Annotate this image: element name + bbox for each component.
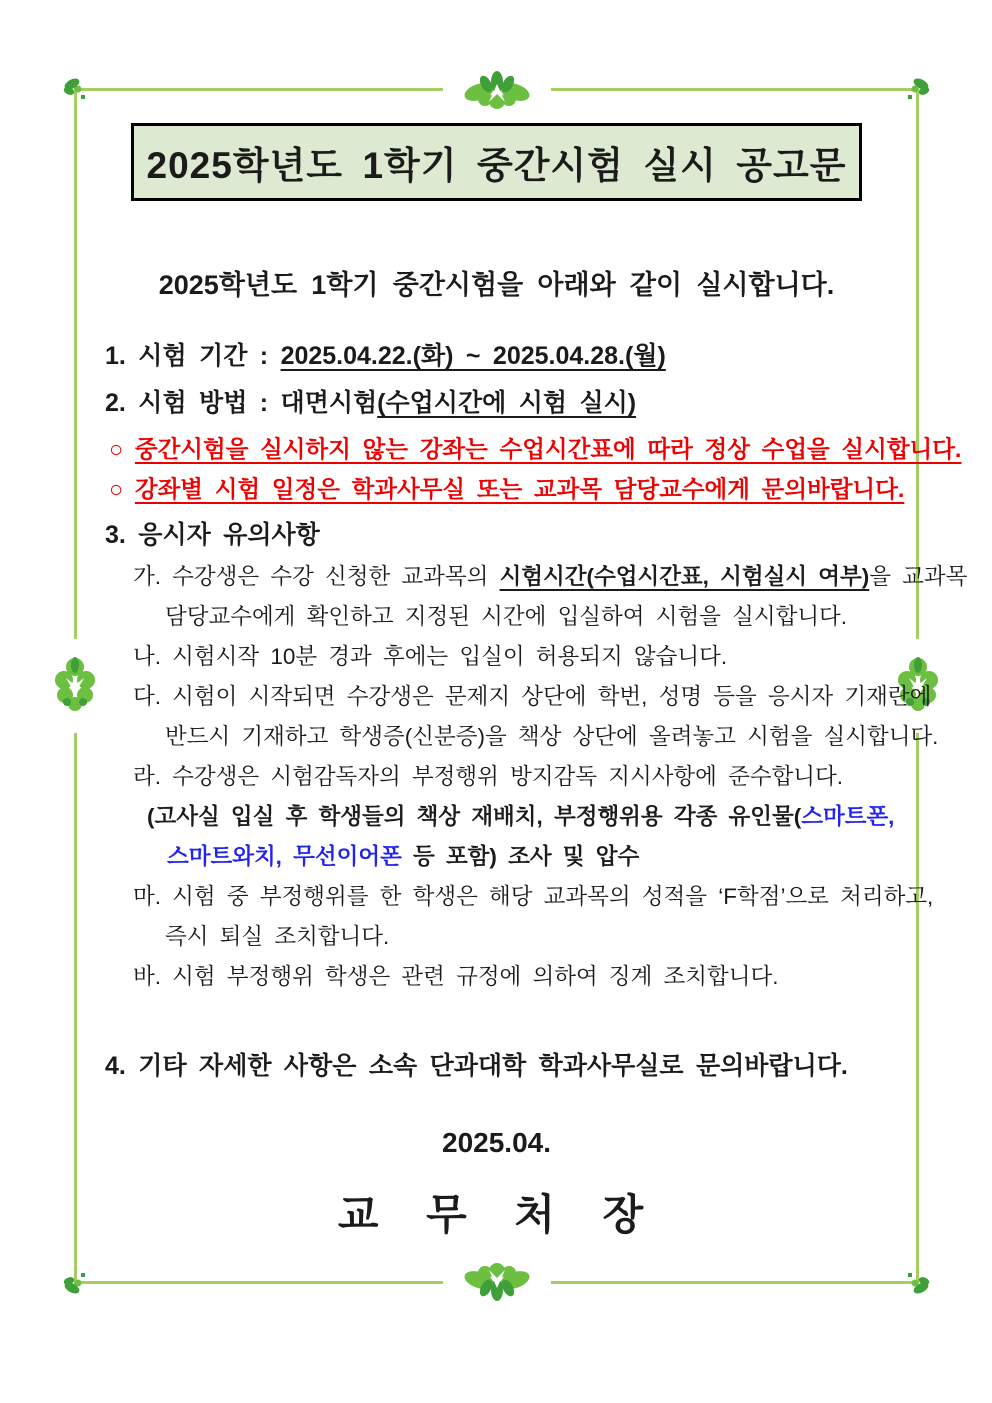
text-segment: 가. 수강생은 수강 신청한 교과목의 bbox=[133, 564, 500, 589]
text-segment: 반드시 기재하고 학생증(신분증)을 책상 상단에 올려놓고 시험을 실시합니다. bbox=[165, 724, 939, 749]
notice-line bbox=[103, 841, 890, 872]
text-segment: 다. 시험이 시작되면 수강생은 문제지 상단에 학번, 성명 등을 응시자 기재란에 bbox=[133, 684, 932, 709]
notice-line bbox=[103, 474, 905, 505]
notice-line bbox=[103, 601, 890, 632]
text-segment: 중간시험을 실시하지 않는 강좌는 수업시간표에 따라 정상 수업을 실시합니다. bbox=[134, 436, 962, 462]
intro-sentence: 2025학년도 1학기 중간시험을 아래와 같이 실시합니다. bbox=[158, 270, 835, 300]
title-box bbox=[131, 123, 862, 201]
text-segment: 2. 시험 방법 : 대면시험 bbox=[105, 389, 378, 417]
text-segment: 나. 시험시작 10분 경과 후에는 입실이 허용되지 않습니다. bbox=[133, 644, 728, 669]
notice-line bbox=[103, 801, 895, 832]
notice-line bbox=[103, 340, 890, 373]
notice-line bbox=[103, 881, 934, 912]
text-segment: ○ bbox=[109, 436, 135, 462]
text-segment: (수업시간에 시험 실시) bbox=[377, 389, 637, 417]
text-segment: 3. 응시자 유의사항 bbox=[105, 521, 320, 549]
text-segment: 시험시간(수업시간표, 시험실시 여부) bbox=[499, 564, 870, 589]
issue-date: 2025.04. bbox=[442, 1127, 551, 1158]
text-segment: 을 교과목 bbox=[869, 564, 968, 589]
notice-line bbox=[103, 761, 890, 792]
notice-line bbox=[103, 921, 890, 952]
text-segment: 스마트폰, bbox=[801, 804, 895, 829]
notice-line bbox=[103, 387, 890, 420]
notice-content bbox=[77, 91, 968, 1281]
text-segment: 담당교수에게 확인하고 지정된 시간에 입실하여 시험을 실시합니다. bbox=[165, 604, 848, 629]
text-segment: 바. 시험 부정행위 학생은 관련 규정에 의하여 징계 조치합니다. bbox=[133, 964, 779, 989]
notice-line bbox=[103, 519, 890, 552]
text-segment: 라. 수강생은 시험감독자의 부정행위 방지감독 지시사항에 준수합니다. bbox=[133, 764, 844, 789]
notice-line bbox=[103, 681, 932, 712]
text-segment: 1. 시험 기간 : bbox=[105, 342, 281, 370]
signature-office: 교 무 처 장 bbox=[337, 1191, 656, 1238]
text-segment: 4. 기타 자세한 사항은 소속 단과대학 학과사무실로 문의바랍니다. bbox=[105, 1052, 848, 1080]
notice-line bbox=[103, 641, 890, 672]
notice-line bbox=[103, 561, 968, 592]
page-title: 2025학년도 1학기 중간시험 실시 공고문 bbox=[146, 145, 847, 186]
notice-line bbox=[103, 961, 890, 992]
notice-body bbox=[103, 340, 968, 1083]
notice-line bbox=[103, 1050, 890, 1083]
text-segment: ○ bbox=[109, 476, 135, 502]
text-segment: 스마트와치, 무선이어폰 bbox=[167, 844, 402, 869]
text-segment: 즉시 퇴실 조치합니다. bbox=[165, 924, 390, 949]
text-segment: (고사실 입실 후 학생들의 책상 재배치, 부정행위용 각종 유인물( bbox=[147, 804, 802, 829]
notice-line bbox=[103, 434, 962, 465]
text-segment: 강좌별 시험 일정은 학과사무실 또는 교과목 담당교수에게 문의바랍니다. bbox=[134, 476, 905, 502]
text-segment: 마. 시험 중 부정행위를 한 학생은 해당 교과목의 성적을 ‘F학점’으로 처리하고, bbox=[133, 884, 934, 909]
decorative-border bbox=[74, 88, 968, 1284]
text-segment: 2025.04.22.(화) ~ 2025.04.28.(월) bbox=[280, 342, 666, 370]
text-segment: 등 포함) 조사 및 압수 bbox=[401, 844, 640, 869]
notice-line bbox=[103, 721, 939, 752]
